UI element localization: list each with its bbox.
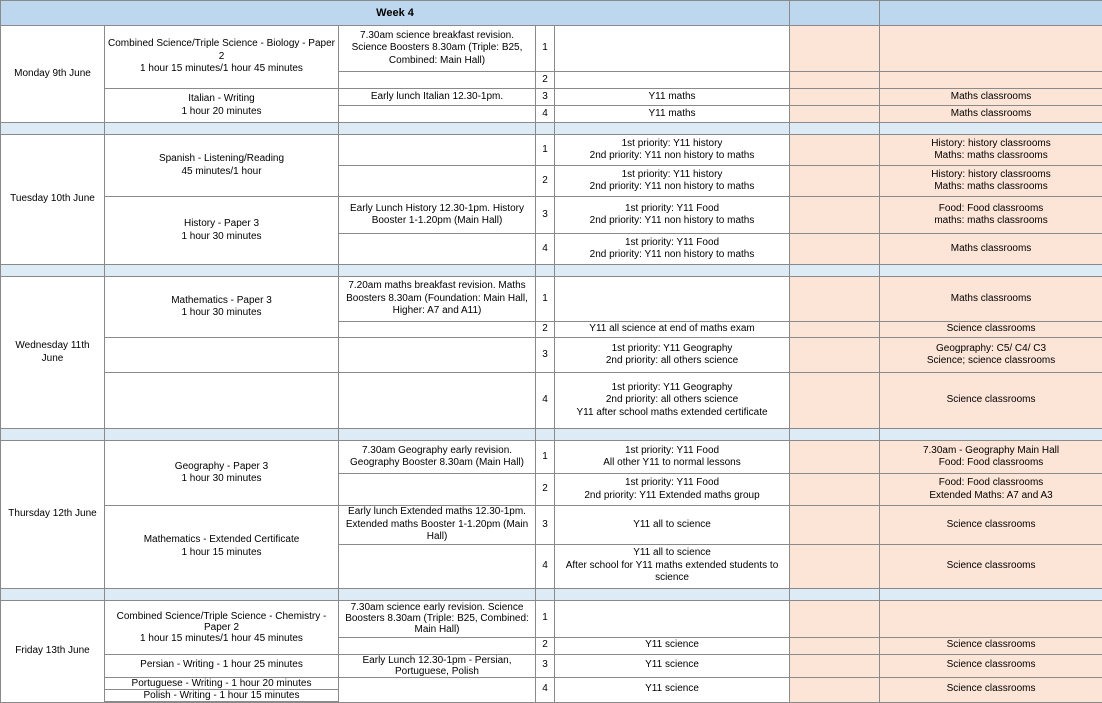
rooms-cell: Science classrooms	[880, 322, 1102, 338]
period-number: 3	[536, 506, 555, 545]
separator-row	[1, 123, 1102, 135]
highlight-cell	[790, 197, 880, 234]
table-row	[1, 441, 1102, 474]
period-number: 1	[536, 277, 555, 322]
period-plan	[555, 600, 790, 637]
day-cell: Friday 13th June	[1, 600, 105, 702]
highlight-cell	[790, 135, 880, 166]
highlight-cell	[790, 277, 880, 322]
revision-cell	[339, 322, 536, 338]
rooms-cell: Maths classrooms	[880, 89, 1102, 106]
period-plan: 1st priority: Y11 Food 2nd priority: Y11 non history to maths	[555, 197, 790, 234]
revision-cell	[339, 106, 536, 123]
rooms-cell: Maths classrooms	[880, 106, 1102, 123]
day-cell: Tuesday 10th June	[1, 135, 105, 265]
period-number: 4	[536, 677, 555, 702]
rooms-cell: Food: Food classrooms Extended Maths: A7 and A3	[880, 474, 1102, 506]
period-plan: Y11 science	[555, 637, 790, 654]
revision-cell	[339, 637, 536, 654]
highlight-cell	[790, 677, 880, 702]
period-plan: Y11 all science at end of maths exam	[555, 322, 790, 338]
rooms-cell: Science classrooms	[880, 544, 1102, 588]
period-plan: 1st priority: Y11 Food All other Y11 to normal lessons	[555, 441, 790, 474]
revision-cell	[339, 72, 536, 89]
separator-row	[1, 588, 1102, 600]
period-number: 1	[536, 441, 555, 474]
period-number: 4	[536, 373, 555, 429]
revision-cell: Early Lunch History 12.30-1pm. History Booster 1-1.20pm (Main Hall)	[339, 197, 536, 234]
exam-cell: Combined Science/Triple Science - Biology - Paper 2 1 hour 15 minutes/1 hour 45 minutes	[105, 26, 339, 89]
period-plan: 1st priority: Y11 Food 2nd priority: Y11 Extended maths group	[555, 474, 790, 506]
period-plan: Y11 science	[555, 677, 790, 702]
rooms-cell	[880, 26, 1102, 72]
rooms-cell: Science classrooms	[880, 373, 1102, 429]
period-number: 1	[536, 26, 555, 72]
exam-cell	[105, 338, 339, 373]
rooms-cell: Science classrooms	[880, 654, 1102, 677]
revision-cell	[339, 544, 536, 588]
revision-cell	[339, 677, 536, 702]
rooms-cell: Maths classrooms	[880, 277, 1102, 322]
highlight-cell	[790, 600, 880, 637]
table-row	[1, 600, 1102, 637]
rooms-cell: Geogpraphy: C5/ C4/ C3 Science; science classrooms	[880, 338, 1102, 373]
day-cell: Wednesday 11th June	[1, 277, 105, 429]
day-cell: Thursday 12th June	[1, 441, 105, 589]
highlight-cell	[790, 89, 880, 106]
revision-cell: Early lunch Extended maths 12.30-1pm. Extended maths Booster 1-1.20pm (Main Hall)	[339, 506, 536, 545]
period-plan: Y11 maths	[555, 106, 790, 123]
table-row	[1, 654, 1102, 677]
period-plan: Y11 science	[555, 654, 790, 677]
highlight-cell	[790, 441, 880, 474]
table-row	[1, 677, 1102, 689]
table-row	[1, 373, 1102, 429]
revision-cell: Early Lunch 12.30-1pm - Persian, Portuguese, Polish	[339, 654, 536, 677]
exam-cell: Mathematics - Paper 3 1 hour 30 minutes	[105, 277, 339, 338]
period-plan	[555, 72, 790, 89]
exam-cell: Mathematics - Extended Certificate 1 hour 15 minutes	[105, 506, 339, 589]
separator-row	[1, 429, 1102, 441]
exam-cell	[105, 701, 339, 702]
period-plan: Y11 all to science	[555, 506, 790, 545]
period-number: 2	[536, 322, 555, 338]
period-number: 4	[536, 544, 555, 588]
table-row	[1, 89, 1102, 106]
highlight-cell	[790, 373, 880, 429]
highlight-cell	[790, 544, 880, 588]
revision-cell: 7.30am science early revision. Science Boosters 8.30am (Triple: B25, Combined: Main Hall)	[339, 600, 536, 637]
highlight-cell	[790, 637, 880, 654]
table-row	[1, 338, 1102, 373]
rooms-cell: Maths classrooms	[880, 234, 1102, 265]
highlight-cell	[790, 506, 880, 545]
period-number: 1	[536, 135, 555, 166]
revision-cell: Early lunch Italian 12.30-1pm.	[339, 89, 536, 106]
period-number: 3	[536, 197, 555, 234]
revision-cell: 7.20am maths breakfast revision. Maths Boosters 8.30am (Foundation: Main Hall, Higher: A7 and A11)	[339, 277, 536, 322]
revision-cell: 7.30am science breakfast revision. Science Boosters 8.30am (Triple: B25, Combined: Main Hall)	[339, 26, 536, 72]
table-row	[1, 135, 1102, 166]
table-row	[1, 197, 1102, 234]
period-number: 4	[536, 106, 555, 123]
exam-cell	[105, 373, 339, 429]
period-number: 1	[536, 600, 555, 637]
period-plan: 1st priority: Y11 Geography 2nd priority: all others science Y11 after school maths extended certificate	[555, 373, 790, 429]
rooms-cell: Food: Food classrooms maths: maths classrooms	[880, 197, 1102, 234]
exam-cell: Spanish - Listening/Reading 45 minutes/1 hour	[105, 135, 339, 197]
exam-cell: Italian - Writing 1 hour 20 minutes	[105, 89, 339, 123]
highlight-cell	[790, 338, 880, 373]
table-row	[1, 26, 1102, 72]
rooms-cell	[880, 72, 1102, 89]
highlight-cell	[790, 234, 880, 265]
revision-cell	[339, 373, 536, 429]
period-plan: 1st priority: Y11 history 2nd priority: Y11 non history to maths	[555, 135, 790, 166]
revision-cell	[339, 234, 536, 265]
header-row	[1, 1, 1102, 26]
period-number: 2	[536, 474, 555, 506]
rooms-cell	[880, 600, 1102, 637]
separator-row	[1, 265, 1102, 277]
highlight-cell	[790, 106, 880, 123]
exam-cell: Persian - Writing - 1 hour 25 minutes	[105, 654, 339, 677]
exam-cell: Geography - Paper 3 1 hour 30 minutes	[105, 441, 339, 506]
week-title: Week 4	[1, 1, 790, 26]
highlight-cell	[790, 26, 880, 72]
period-number: 2	[536, 637, 555, 654]
revision-cell	[339, 135, 536, 166]
rooms-cell: 7.30am - Geography Main Hall Food: Food classrooms	[880, 441, 1102, 474]
exam-cell: Combined Science/Triple Science - Chemistry - Paper 2 1 hour 15 minutes/1 hour 45 minutes	[105, 600, 339, 654]
exam-cell: Polish - Writing - 1 hour 15 minutes	[105, 689, 339, 701]
revision-cell	[339, 474, 536, 506]
period-number: 2	[536, 166, 555, 197]
period-number: 3	[536, 338, 555, 373]
period-plan	[555, 277, 790, 322]
rooms-cell: Science classrooms	[880, 506, 1102, 545]
highlight-cell	[790, 474, 880, 506]
highlight-cell	[790, 654, 880, 677]
header-blank-cell	[790, 1, 880, 26]
rooms-cell: History: history classrooms Maths: maths classrooms	[880, 166, 1102, 197]
table-row	[1, 506, 1102, 545]
period-plan: Y11 all to science After school for Y11 maths extended students to science	[555, 544, 790, 588]
period-plan: Y11 maths	[555, 89, 790, 106]
period-plan: 1st priority: Y11 Food 2nd priority: Y11 non history to maths	[555, 234, 790, 265]
header-blank-cell	[880, 1, 1102, 26]
rooms-cell: Science classrooms	[880, 677, 1102, 702]
revision-cell: 7.30am Geography early revision. Geography Booster 8.30am (Main Hall)	[339, 441, 536, 474]
exam-cell: Portuguese - Writing - 1 hour 20 minutes	[105, 677, 339, 689]
rooms-cell: Science classrooms	[880, 637, 1102, 654]
exam-cell: History - Paper 3 1 hour 30 minutes	[105, 197, 339, 265]
highlight-cell	[790, 166, 880, 197]
revision-cell	[339, 338, 536, 373]
rooms-cell: History: history classrooms Maths: maths classrooms	[880, 135, 1102, 166]
table-row	[1, 277, 1102, 322]
period-number: 3	[536, 654, 555, 677]
period-number: 2	[536, 72, 555, 89]
revision-cell	[339, 166, 536, 197]
period-plan	[555, 26, 790, 72]
highlight-cell	[790, 72, 880, 89]
highlight-cell	[790, 322, 880, 338]
day-cell: Monday 9th June	[1, 26, 105, 123]
period-plan: 1st priority: Y11 history 2nd priority: Y11 non history to maths	[555, 166, 790, 197]
period-number: 3	[536, 89, 555, 106]
period-plan: 1st priority: Y11 Geography 2nd priority: all others science	[555, 338, 790, 373]
period-number: 4	[536, 234, 555, 265]
